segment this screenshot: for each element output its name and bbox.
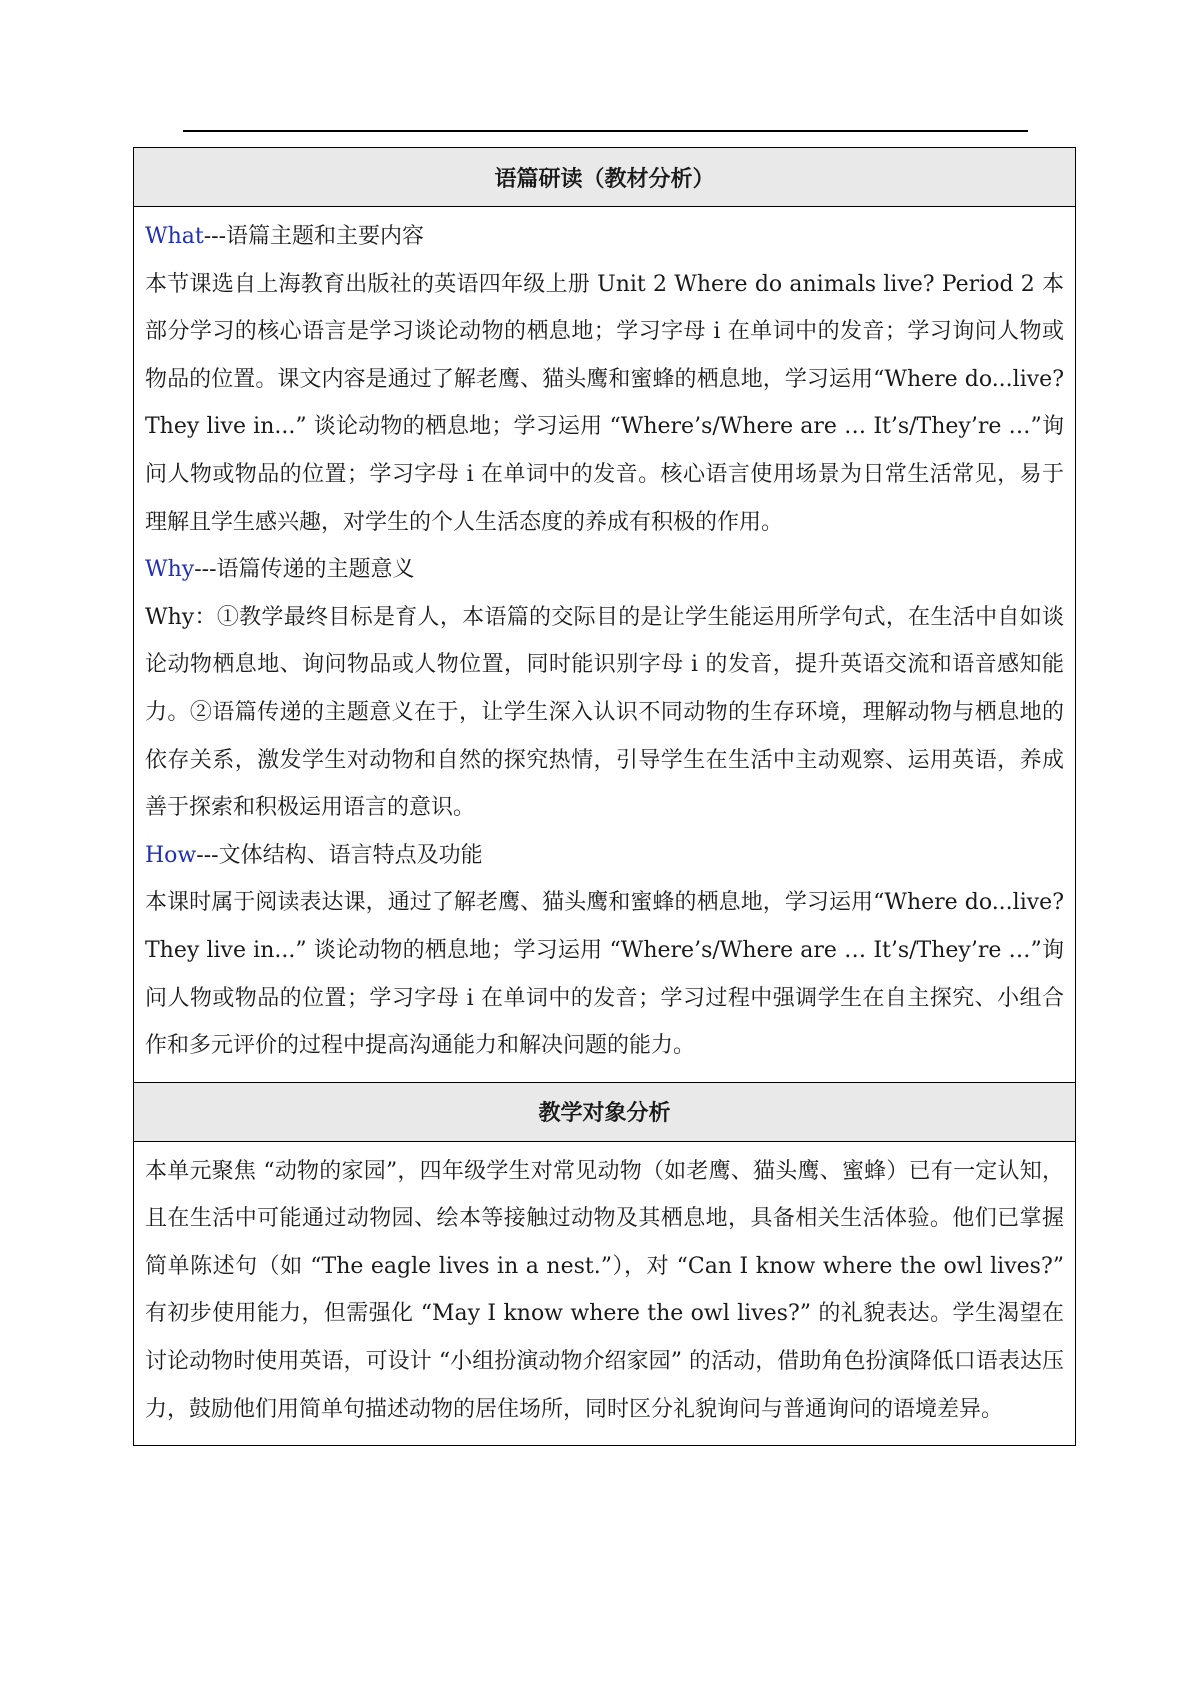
how-heading-rest: ---文体结构、语言特点及功能 [196,842,483,868]
what-keyword: What [145,224,204,249]
section-body-text-analysis [134,207,1076,1083]
section-header-text-analysis [134,148,1076,207]
why-heading-rest: ---语篇传递的主题意义 [194,557,415,583]
section-title: 教学对象分析 [134,1082,1076,1141]
what-heading-rest: ---语篇主题和主要内容 [203,224,425,249]
why-paragraph: Why：①教学最终目标是育人，本语篇的交际目的是让学生能运用所学句式，在生活中自如谈论动物栖息地、询问物品或人物位置，同时能识别字母 i 的发音，提升英语交流和语音感知能力。②语篇传递的主题意义在于，让学生深入认识不同动物的生存环境，理解动物与栖息地的依存关系，激发学生对动物和自然的探究热情，引导学生在生活中主动观察、运用英语，养成善于探索和积极运用语言的意识。 [145,604,1064,821]
how-paragraph: 本课时属于阅读表达课，通过了解老鹰、猫头鹰和蜜蜂的栖息地，学习运用“Where do...live? They live in...” 谈论动物的栖息地；学习运用 “Where’s/Where are … It’s/They’re …”询问人物或物品的位置；学习字母 i 在单词中的发音；学习过程中强调学生在自主探究、小组合作和多元评价的过程中提高沟通能力和解决问题的能力。 [145,890,1064,1059]
section-body-student-analysis [134,1141,1076,1446]
what-paragraph: 本节课选自上海教育出版社的英语四年级上册 Unit 2 Where do animals live? Period 2 本部分学习的核心语言是学习谈论动物的栖息地；学习字母 i 在单词中的发音；学习询问人物或物品的位置。课文内容是通过了解老鹰、猫头鹰和蜜蜂的栖息地，学习运用“Where do...live? They live in...” 谈论动物的栖息地；学习运用 “Where’s/Where are … It’s/They’re …”询问人物或物品的位置；学习字母 i 在单词中的发音。核心语言使用场景为日常生活常见，易于理解且学生感兴趣，对学生的个人生活态度的养成有积极的作用。 [145,271,1064,535]
student-analysis-paragraph: 本单元聚焦 “动物的家园”，四年级学生对常见动物（如老鹰、猫头鹰、蜜蜂）已有一定认知，且在生活中可能通过动物园、绘本等接触过动物及其栖息地，具备相关生活体验。他们已掌握简单陈述句（如 “The eagle lives in a nest.”），对 “Can I know where the owl lives?” 有初步使用能力，但需强化 “May I know where the owl lives?” 的礼貌表达。学生渴望在讨论动物时使用英语，可设计 “小组扮演动物介绍家园” 的活动，借助角色扮演降低口语表达压力，鼓励他们用简单句描述动物的居住场所，同时区分礼貌询问与普通询问的语境差异。 [145,1158,1064,1422]
how-keyword: How [145,842,197,868]
header-rule [183,130,1028,132]
why-heading [145,546,1064,594]
why-keyword: Why [145,557,195,583]
section-header-student-analysis [134,1082,1076,1141]
what-heading [145,213,1064,261]
lesson-analysis-table [133,147,1076,1446]
section-title: 语篇研读（教材分析） [134,148,1076,207]
how-heading [145,832,1064,880]
